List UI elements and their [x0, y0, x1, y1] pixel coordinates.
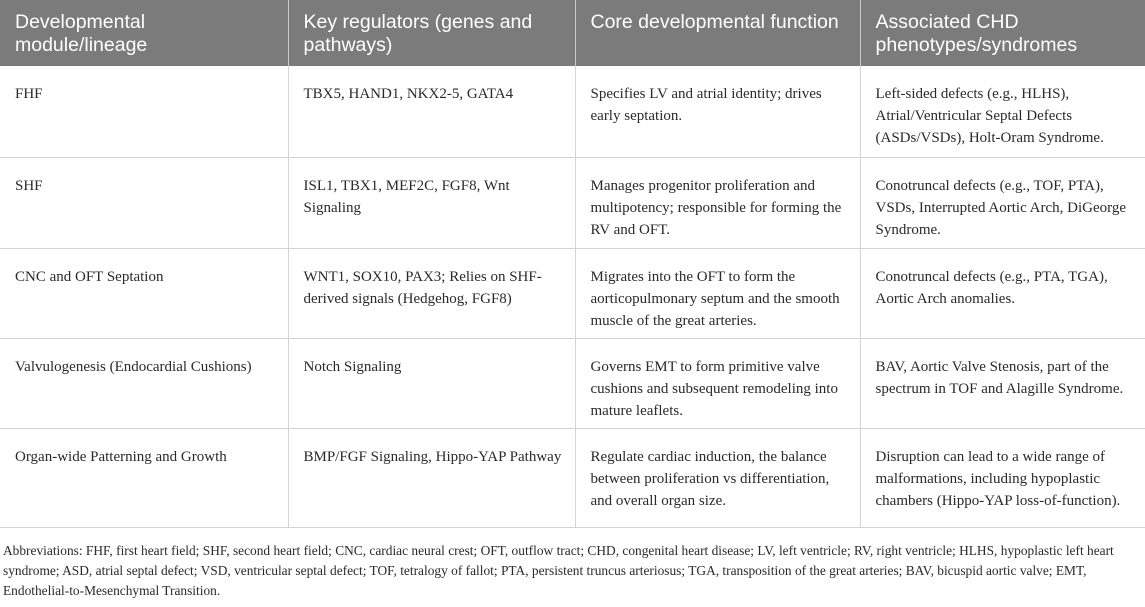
cell-function: Governs EMT to form primitive valve cushions and subsequent remodeling into mature leaflets. [575, 338, 860, 428]
table-row [0, 157, 1145, 248]
cell-module: Valvulogenesis (Endocardial Cushions) [0, 338, 288, 428]
cell-regulators: BMP/FGF Signaling, Hippo-YAP Pathway [288, 428, 575, 527]
cell-function: Regulate cardiac induction, the balance between proliferation vs differentiation, and overall organ size. [575, 428, 860, 527]
cell-function: Specifies LV and atrial identity; drives early septation. [575, 66, 860, 157]
cell-regulators: ISL1, TBX1, MEF2C, FGF8, Wnt Signaling [288, 157, 575, 248]
header-function: Core developmental function [575, 0, 860, 66]
table-row [0, 66, 1145, 157]
cell-regulators: TBX5, HAND1, NKX2-5, GATA4 [288, 66, 575, 157]
cell-phenotypes: BAV, Aortic Valve Stenosis, part of the spectrum in TOF and Alagille Syndrome. [860, 338, 1145, 428]
table-row [0, 338, 1145, 428]
cell-phenotypes: Disruption can lead to a wide range of malformations, including hypoplastic chambers (Hippo-YAP loss-of-function). [860, 428, 1145, 527]
header-phenotypes: Associated CHD phenotypes/syndromes [860, 0, 1145, 66]
cell-phenotypes: Conotruncal defects (e.g., TOF, PTA), VSDs, Interrupted Aortic Arch, DiGeorge Syndrome. [860, 157, 1145, 248]
abbreviations-footnote: Abbreviations: FHF, first heart field; SHF, second heart field; CNC, cardiac neural crest; OFT, outflow tract; CHD, congenital heart disease; LV, left ventricle; RV, right ventricle; HLHS, hypoplastic left heart syndrome; ASD, atrial septal defect; VSD, ventricular septal defect; TOF, tetralogy of fallot; PTA, persistent truncus arteriosus; TGA, transposition of the great arteries; BAV, bicuspid aortic valve; EMT, Endothelial-to-Mesenchymal Transition. [3, 543, 1114, 598]
cell-module: FHF [0, 66, 288, 157]
header-row [0, 0, 1145, 66]
cell-module: SHF [0, 157, 288, 248]
table-row [0, 428, 1145, 527]
table-body [0, 66, 1145, 527]
cell-module: Organ-wide Patterning and Growth [0, 428, 288, 527]
cell-function: Migrates into the OFT to form the aorticopulmonary septum and the smooth muscle of the great arteries. [575, 248, 860, 338]
table-row [0, 248, 1145, 338]
cell-phenotypes: Conotruncal defects (e.g., PTA, TGA), Aortic Arch anomalies. [860, 248, 1145, 338]
cell-regulators: WNT1, SOX10, PAX3; Relies on SHF-derived signals (Hedgehog, FGF8) [288, 248, 575, 338]
header-module: Developmental module/lineage [0, 0, 288, 66]
cell-phenotypes: Left-sided defects (e.g., HLHS), Atrial/Ventricular Septal Defects (ASDs/VSDs), Holt-Oram Syndrome. [860, 66, 1145, 157]
cell-module: CNC and OFT Septation [0, 248, 288, 338]
cell-regulators: Notch Signaling [288, 338, 575, 428]
table-header [0, 0, 1145, 66]
header-regulators: Key regulators (genes and pathways) [288, 0, 575, 66]
cell-function: Manages progenitor proliferation and multipotency; responsible for forming the RV and OFT. [575, 157, 860, 248]
